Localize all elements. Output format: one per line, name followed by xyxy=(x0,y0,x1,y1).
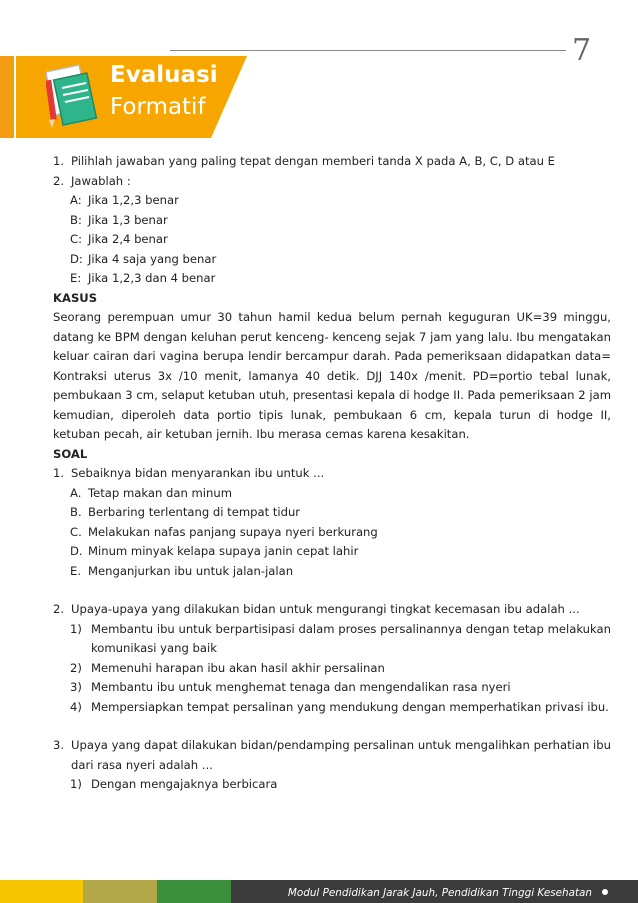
option-text: Dengan mengajaknya berbicara xyxy=(91,777,278,791)
option-label: D. xyxy=(70,544,83,558)
option-item xyxy=(53,698,611,718)
instruction-item xyxy=(53,172,611,192)
option-label: 1) xyxy=(70,777,82,791)
answer-key-text: Jika 2,4 benar xyxy=(88,232,168,246)
question-number: 3. xyxy=(53,738,65,752)
footer-segment-yellow xyxy=(0,880,83,903)
option-label: E. xyxy=(70,563,82,578)
answer-key-text: Jika 1,2,3 dan 4 benar xyxy=(88,271,216,285)
soal-heading: SOAL xyxy=(53,446,88,461)
spacer xyxy=(53,717,611,736)
footer-bullet xyxy=(602,889,608,895)
option-item xyxy=(53,503,611,523)
option-label: 4) xyxy=(70,699,82,714)
banner-title-evaluasi: Evaluasi xyxy=(110,62,218,88)
question-item xyxy=(53,464,611,484)
option-label: 1) xyxy=(70,621,82,636)
spacer xyxy=(53,581,611,600)
question-text: Upaya-upaya yang dilakukan bidan untuk mengurangi tingkat kecemasan ibu adalah ... xyxy=(71,602,580,616)
option-text: Membantu ibu untuk berpartisipasi dalam proses persalinannya dengan tetap melakukan komunikasi yang baik xyxy=(91,621,611,655)
answer-key-item xyxy=(53,230,611,250)
header-rule xyxy=(170,50,566,51)
answer-key-item xyxy=(53,191,611,211)
answer-key-text: Jika 4 saja yang benar xyxy=(88,251,217,266)
option-item xyxy=(53,620,611,659)
footer-segment-green xyxy=(157,880,231,903)
option-item xyxy=(53,523,611,543)
answer-key-label: A: xyxy=(70,193,82,207)
kasus-text: Seorang perempuan umur 30 tahun hamil kedua belum pernah keguguran UK=39 minggu, datang ke BPM dengan keluhan perut kenceng- kenceng sejak 7 jam yang lalu. Ibu mengatakan keluar cairan dari vagina berupa lendir bercampur darah. Pada pemeriksaan didapatkan data= Kontraksi uterus 3x /10 menit, lamanya 40 detik. DJJ 140x /menit. PD=portio tebal lunak, pembukaan 3 cm, selaput ketuban utuh, presentasi kepala di hodge II. Pada pemeriksaan 2 jam kemudian, diperoleh data portio tipis lunak, pembukaan 6 cm, kepala turun di hodge II, ketuban pecah, air ketuban jernih. Ibu merasa cemas karena kesakitan. xyxy=(53,310,611,441)
option-text: Melakukan nafas panjang supaya nyeri berkurang xyxy=(88,524,378,539)
option-label: B. xyxy=(70,505,82,519)
option-text: Berbaring terlentang di tempat tidur xyxy=(88,505,301,519)
document-body xyxy=(53,152,611,795)
option-item xyxy=(53,775,611,795)
instruction-number: 2. xyxy=(53,173,65,188)
question-item xyxy=(53,736,611,775)
answer-key-item xyxy=(53,250,611,270)
answer-key-text: Jika 1,2,3 benar xyxy=(88,193,179,207)
option-text: Menganjurkan ibu untuk jalan-jalan xyxy=(88,563,294,578)
option-item xyxy=(53,659,611,679)
option-text: Memenuhi harapan ibu akan hasil akhir persalinan xyxy=(91,660,385,675)
banner-title-formatif: Formatif xyxy=(110,94,206,120)
banner-accent xyxy=(0,56,14,138)
instruction-text: Jawablah : xyxy=(71,173,131,188)
footer-text: Modul Pendidikan Jarak Jauh, Pendidikan Tinggi Kesehatan xyxy=(287,887,592,899)
option-text: Minum minyak kelapa supaya janin cepat lahir xyxy=(88,544,359,558)
option-item xyxy=(53,678,611,698)
question-text: Upaya yang dapat dilakukan bidan/pendamping persalinan untuk mengalihkan perhatian ibu dari rasa nyeri adalah ... xyxy=(71,738,611,772)
answer-key-text: Jika 1,3 benar xyxy=(88,212,168,227)
option-label: A. xyxy=(70,485,82,500)
option-label: C. xyxy=(70,524,82,539)
instruction-number: 1. xyxy=(53,154,65,168)
option-label: 2) xyxy=(70,660,82,675)
option-item xyxy=(53,484,611,504)
instruction-item xyxy=(53,152,611,172)
option-text: Mempersiapkan tempat persalinan yang mendukung dengan memperhatikan privasi ibu. xyxy=(91,699,609,714)
option-text: Membantu ibu untuk menghemat tenaga dan mengendalikan rasa nyeri xyxy=(91,680,511,694)
answer-key-label: E: xyxy=(70,271,82,285)
page-number: 7 xyxy=(572,33,592,68)
notebook-pencil-icon xyxy=(46,62,102,130)
option-item xyxy=(53,542,611,562)
kasus-heading: KASUS xyxy=(53,290,98,305)
question-number: 2. xyxy=(53,602,65,616)
answer-key-item xyxy=(53,211,611,231)
answer-key-item xyxy=(53,269,611,289)
instruction-text: Pilihlah jawaban yang paling tepat dengan memberi tanda X pada A, B, C, D atau E xyxy=(71,154,555,168)
question-text: Sebaiknya bidan menyarankan ibu untuk ... xyxy=(71,466,325,480)
question-number: 1. xyxy=(53,466,65,480)
option-label: 3) xyxy=(70,680,82,694)
answer-key-label: B: xyxy=(70,212,82,227)
option-text: Tetap makan dan minum xyxy=(88,485,232,500)
question-item xyxy=(53,600,611,620)
answer-key-label: C: xyxy=(70,232,83,246)
answer-key-label: D: xyxy=(70,251,83,266)
footer-segment-olive xyxy=(83,880,157,903)
option-item xyxy=(53,562,611,582)
